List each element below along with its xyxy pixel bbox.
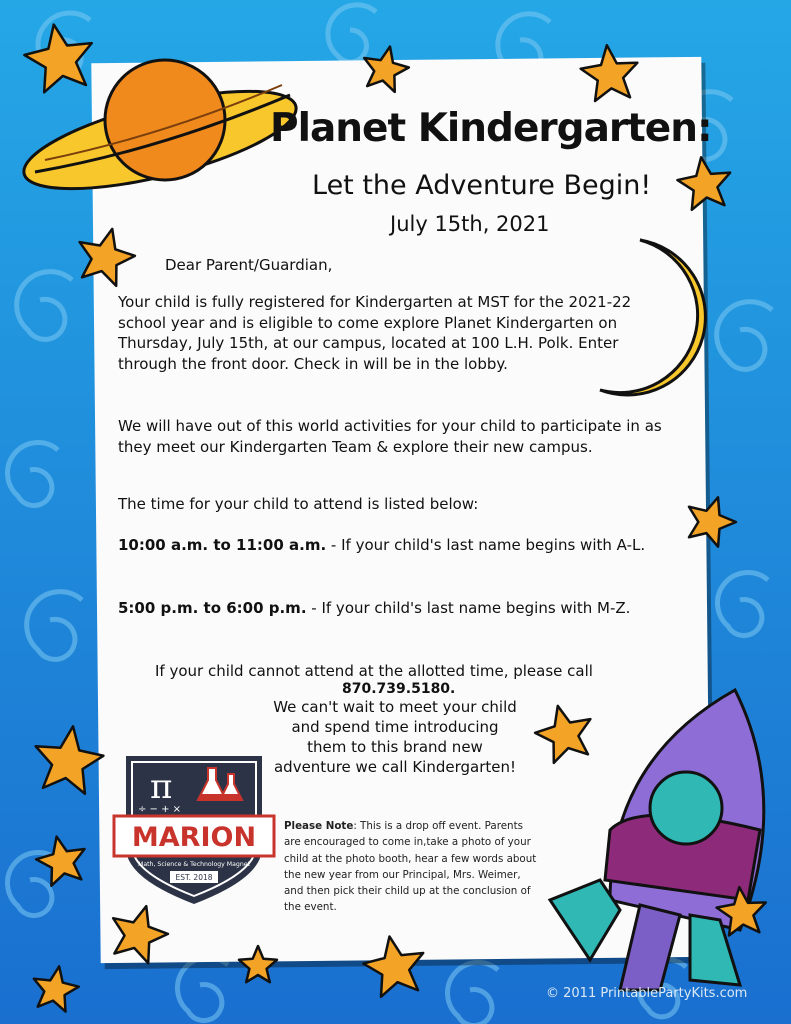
- note-label: Please Note: [284, 820, 354, 832]
- schedule-intro: The time for your child to attend is listed below:: [118, 495, 479, 513]
- star-icon: [530, 699, 598, 765]
- star-icon: [239, 946, 277, 982]
- closing-message: We can't wait to meet your child and spend time introducing them to this brand new adventure we call Kindergarten!: [273, 698, 517, 776]
- star-icon: [359, 42, 413, 94]
- schedule-item-m-z: [118, 598, 678, 619]
- pi-symbol: π: [150, 767, 173, 807]
- flyer-title: Planet Kindergarten:: [270, 106, 712, 151]
- star-icon: [680, 490, 742, 550]
- star-icon: [30, 722, 107, 796]
- flyer-subtitle: Let the Adventure Begin!: [312, 170, 652, 201]
- copyright: © 2011 PrintablePartyKits.com: [546, 986, 748, 1001]
- established-year: EST. 2018: [175, 873, 213, 882]
- marion-logo: [112, 748, 276, 908]
- star-icon: [29, 962, 81, 1013]
- star-icon: [104, 898, 174, 966]
- event-date: July 15th, 2021: [390, 212, 550, 236]
- star-icon: [71, 222, 139, 288]
- schedule-time: 5:00 p.m. to 6:00 p.m.: [118, 599, 307, 617]
- call-instructions: If your child cannot attend at the allotted time, please call: [155, 662, 593, 680]
- star-icon: [32, 831, 90, 887]
- star-icon: [20, 19, 99, 95]
- schedule-time: 10:00 a.m. to 11:00 a.m.: [118, 536, 327, 554]
- schedule-detail: - If your child's last name begins with A-L.: [326, 536, 646, 554]
- star-icon: [715, 885, 769, 937]
- registration-paragraph: Your child is fully registered for Kindergarten at MST for the 2021-22 school year and is eligible to come explore Planet Kindergarten on Thursday, July 15th, at our campus, located at 100 L.H. Polk. Enter through the front door. Check in will be in the lobby.: [118, 293, 632, 373]
- greeting: Dear Parent/Guardian,: [165, 256, 333, 274]
- note-text: : This is a drop off event. Parents are encouraged to come in,take a photo of your child at the photo booth, hear a few words about the new year from our Principal, Mrs. Weimer, and then pick their child up at the conclusion of the event.: [284, 820, 537, 914]
- drop-off-note: [284, 818, 542, 916]
- phone-number: 870.739.5180.: [342, 681, 456, 697]
- schedule-detail: - If your child's last name begins with M-Z.: [306, 599, 631, 617]
- star-icon: [675, 154, 735, 212]
- school-name: MARION: [131, 822, 257, 853]
- schedule-item-a-l: [118, 535, 678, 556]
- star-icon: [360, 931, 430, 999]
- school-tagline: Math, Science & Technology Magnet: [138, 861, 250, 868]
- math-symbols: ÷ − + ×: [138, 804, 182, 815]
- activities-paragraph: We will have out of this world activities for your child to participate in as they meet our Kindergarten Team & explore their new campus.: [118, 417, 662, 456]
- star-icon: [579, 42, 641, 102]
